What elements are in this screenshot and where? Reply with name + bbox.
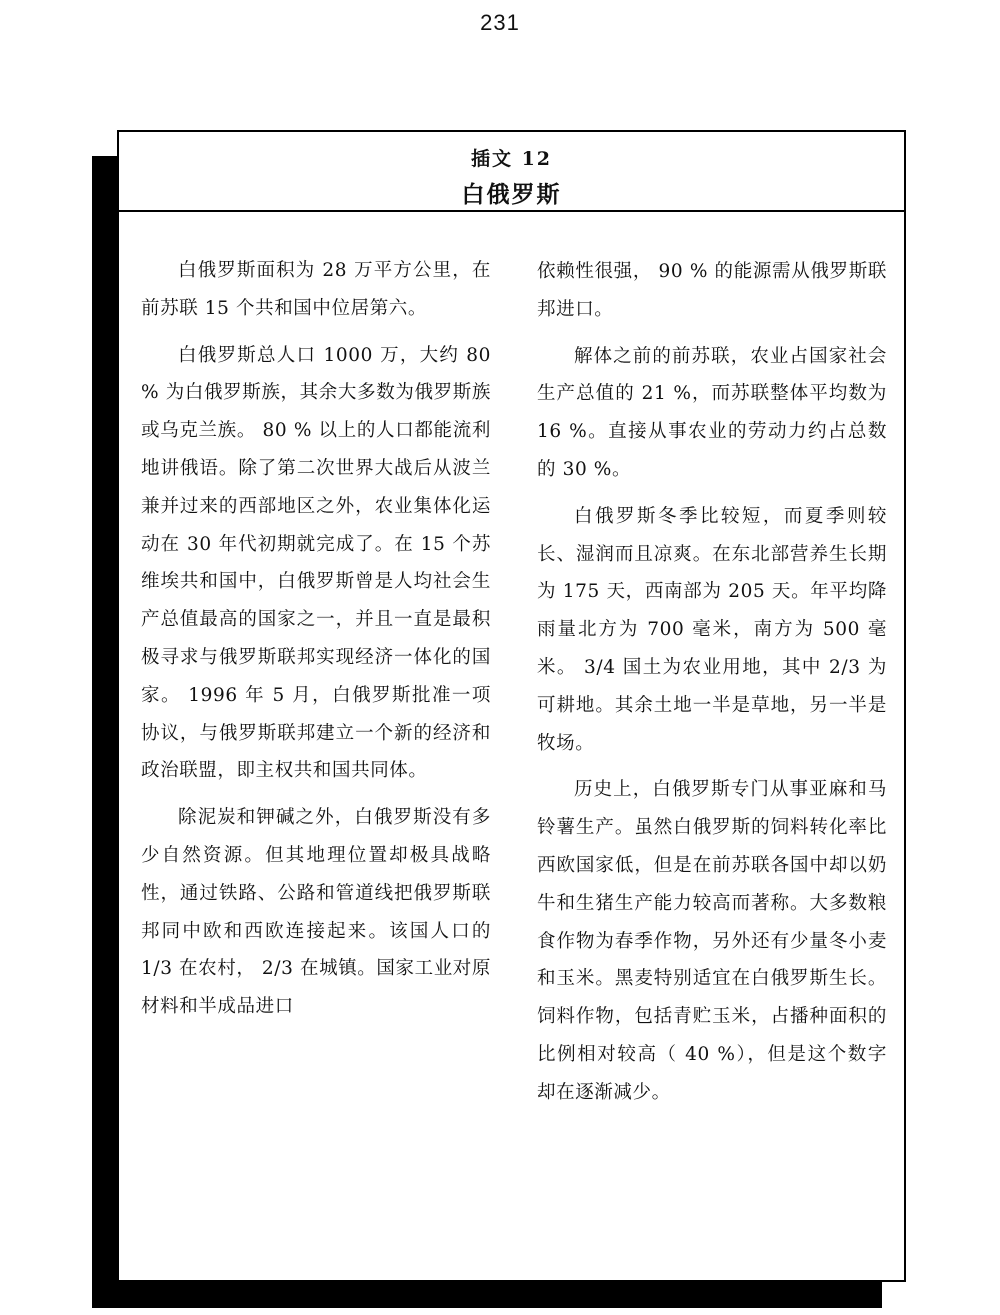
paragraph: 白俄罗斯面积为 28 万平方公里，在前苏联 15 个共和国中位居第六。 [141,260,491,319]
page-number: 231 [480,10,520,35]
sidebar-box [117,130,906,1282]
sidebar-label: 插文 12 [470,148,553,170]
sidebar-title: 白俄罗斯 [461,182,562,208]
box-shadow-bottom [92,1282,882,1308]
box-shadow-left [92,156,120,1308]
paragraph: 历史上，白俄罗斯专门从事亚麻和马铃薯生产。虽然白俄罗斯的饲料转化率比西欧国家低，但是在前苏联各国中却以奶牛和生猪生产能力较高而著称。大多数粮食作物为春季作物，另外还有少量冬小麦和玉米。黑麦特别适宜在白俄罗斯生长。饲料作物，包括青贮玉米，占播种面积的比例相对较高（ 40 %），但是这个数字却在逐渐减少。 [537,779,887,1103]
left-column [141,252,491,1026]
paragraph: 白俄罗斯冬季比较短，而夏季则较长、湿润而且凉爽。在东北部营养生长期为 175 天，西南部为 205 天。年平均降雨量北方为 700 毫米，南方为 500 毫米。 3/4 国土为农业用地，其中 2/3 为可耕地。其余土地一半是草地，另一半是牧场。 [537,505,887,754]
paragraph: 除泥炭和钾碱之外，白俄罗斯没有多少自然资源。但其地理位置却极具战略性，通过铁路、公路和管道线把俄罗斯联邦同中欧和西欧连接起来。该国人口的 1/3 在农村， 2/3 在城镇。国家工业对原材料和半成品进口 [141,807,491,1018]
paragraph: 白俄罗斯总人口 1000 万，大约 80 % 为白俄罗斯族，其余大多数为俄罗斯族或乌克兰族。 80 % 以上的人口都能流利地讲俄语。除了第二次世界大战后从波兰兼并过来的西部地区之外，农业集体化运动在 30 年代初期就完成了。在 15 个苏维埃共和国中，白俄罗斯曾是人均社会生产总值最高的国家之一，并且一直是最积极寻求与俄罗斯联邦实现经济一体化的国家。 1996 年 5 月，白俄罗斯批准一项协议，与俄罗斯联邦建立一个新的经济和政治联盟，即主权共和国共同体。 [141,344,491,782]
sidebar-header [119,132,904,212]
paragraph: 解体之前的前苏联，农业占国家社会生产总值的 21 %，而苏联整体平均数为 16 %。直接从事农业的劳动力约占总数的 30 %。 [537,345,887,480]
right-column [537,253,887,1112]
paragraph-continued: 依赖性很强， 90 % 的能源需从俄罗斯联邦进口。 [537,261,887,320]
